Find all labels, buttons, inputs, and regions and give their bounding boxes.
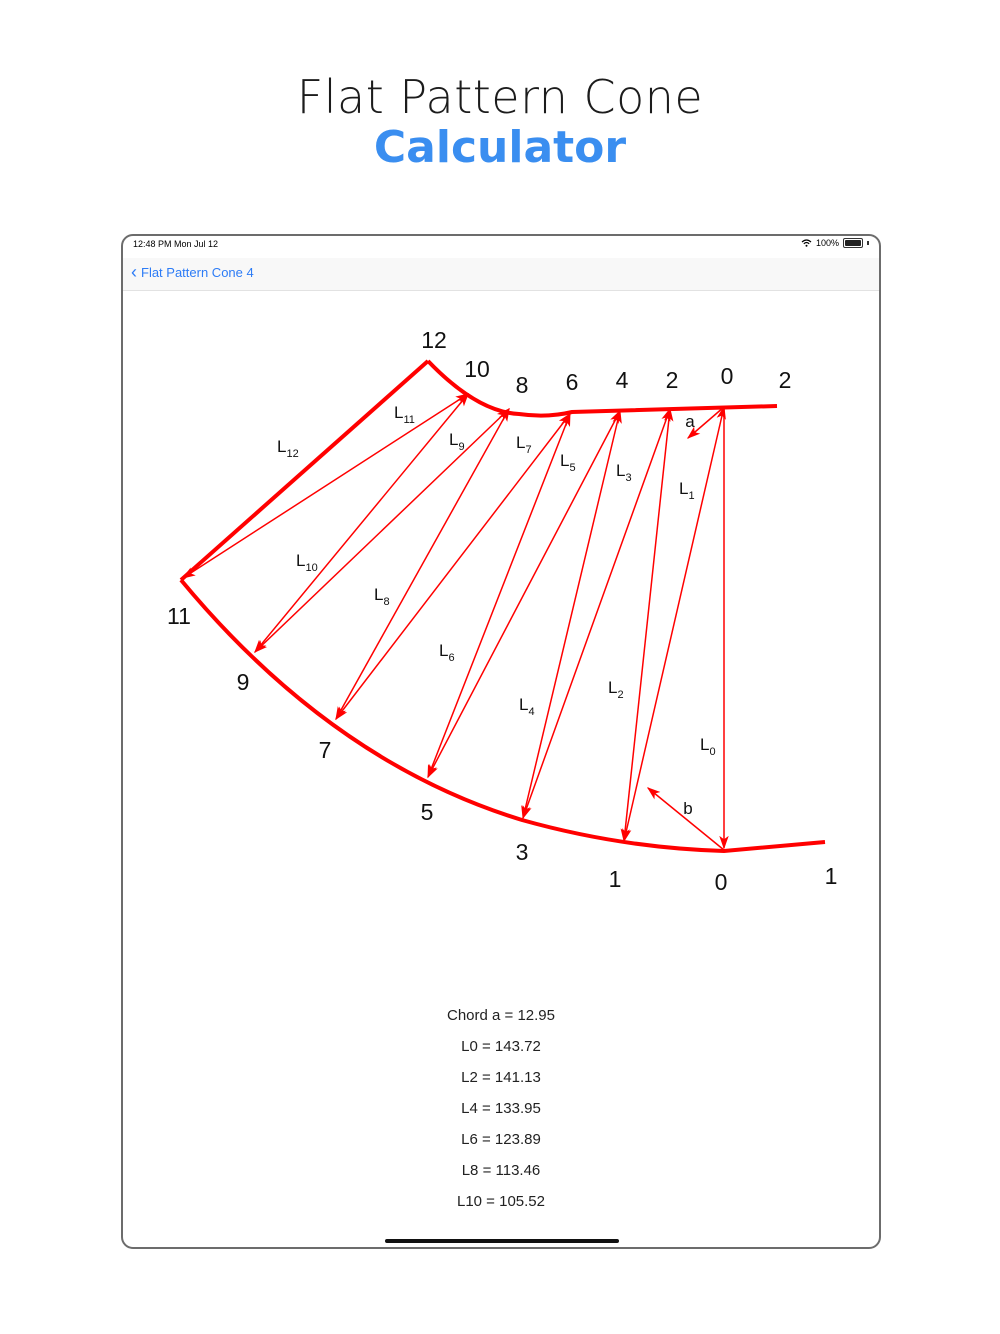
line-label-subscript: 10: [305, 562, 318, 574]
line-label: [439, 641, 455, 664]
top-point-label: 4: [615, 367, 629, 393]
line-label-letter: L: [296, 551, 306, 570]
line-label: [394, 403, 415, 426]
bottom-point-label: 3: [515, 839, 529, 865]
line-label: [449, 430, 465, 453]
dimension-arrow: [336, 414, 570, 719]
line-label: [608, 678, 624, 701]
line-label-subscript: 2: [617, 689, 624, 701]
line-label-letter: L: [616, 461, 626, 480]
result-row: L4 = 133.95: [461, 1100, 541, 1117]
line-label-subscript: 0: [709, 746, 716, 758]
bottom-point-label: 5: [420, 799, 434, 825]
line-label: [277, 437, 299, 460]
back-button-label: Flat Pattern Cone 4: [141, 264, 254, 280]
line-label: [519, 695, 535, 718]
status-time: 12:48 PM Mon Jul 12: [133, 239, 219, 249]
dimension-arrow: [428, 414, 570, 777]
result-row: L10 = 105.52: [456, 1193, 545, 1210]
line-label: [516, 433, 532, 456]
dimension-arrow: [183, 394, 468, 578]
top-point-label: 10: [464, 356, 490, 382]
line-label-letter: L: [679, 479, 689, 498]
bottom-point-label: 9: [236, 669, 250, 695]
line-label-letter: L: [439, 641, 449, 660]
line-label-subscript: 8: [383, 596, 390, 608]
result-row: L8 = 113.46: [461, 1162, 541, 1179]
line-label-subscript: 6: [448, 652, 455, 664]
result-row: L6 = 123.89: [461, 1131, 541, 1148]
line-label-subscript: 5: [569, 462, 576, 474]
pattern-arc-bottom: [181, 580, 825, 851]
top-point-label: 2: [665, 367, 679, 393]
promo-title: Flat Pattern Cone: [296, 70, 704, 124]
line-label-letter: L: [700, 735, 710, 754]
line-label-subscript: 9: [458, 441, 465, 453]
line-label-subscript: 7: [525, 444, 532, 456]
chord-a-label: a: [685, 412, 695, 431]
pattern-edge-left: [181, 361, 428, 580]
results-list: [123, 1000, 879, 1217]
device-frame: [121, 234, 881, 1249]
line-label-subscript: 1: [688, 490, 695, 502]
line-label-letter: L: [449, 430, 459, 449]
dimension-arrow: [648, 788, 724, 850]
line-label-letter: L: [516, 433, 526, 452]
line-label-letter: L: [519, 695, 529, 714]
home-indicator[interactable]: [385, 1239, 619, 1243]
chord-b-label: b: [683, 799, 693, 818]
dimension-arrow: [255, 409, 509, 652]
result-row: L0 = 143.72: [461, 1038, 541, 1055]
line-label: [679, 479, 695, 502]
line-label-subscript: 4: [528, 706, 535, 718]
dimension-arrow: [428, 411, 620, 777]
result-row: L2 = 141.13: [461, 1069, 541, 1086]
top-point-label: 8: [515, 372, 529, 398]
line-label-letter: L: [608, 678, 618, 697]
line-label-subscript: 12: [286, 448, 299, 460]
line-label-letter: L: [374, 585, 384, 604]
bottom-point-label: 1: [824, 863, 838, 889]
top-point-label: 0: [720, 363, 734, 389]
line-label-letter: L: [394, 403, 404, 422]
result-row: Chord a = 12.95: [447, 1007, 555, 1024]
bottom-point-label: 1: [608, 866, 622, 892]
line-label-letter: L: [277, 437, 287, 456]
line-label-letter: L: [560, 451, 570, 470]
line-label-subscript: 3: [625, 472, 632, 484]
bottom-point-label: 0: [714, 869, 728, 895]
top-point-label: 2: [778, 367, 792, 393]
line-label: [296, 551, 318, 574]
line-label-subscript: 11: [403, 414, 415, 426]
dimension-arrow: [255, 394, 468, 652]
top-point-label: 12: [421, 327, 447, 353]
line-label: [374, 585, 390, 608]
line-label: [616, 461, 632, 484]
dimension-arrow: [624, 407, 724, 841]
line-label: [700, 735, 716, 758]
bottom-point-label: 11: [167, 603, 191, 629]
top-point-label: 6: [565, 369, 579, 395]
bottom-point-label: 7: [318, 737, 332, 763]
battery-percent: 100%: [815, 238, 839, 248]
line-label: [560, 451, 576, 474]
chevron-left-icon: ‹: [131, 262, 137, 282]
promo-subtitle: Calculator: [373, 122, 627, 173]
